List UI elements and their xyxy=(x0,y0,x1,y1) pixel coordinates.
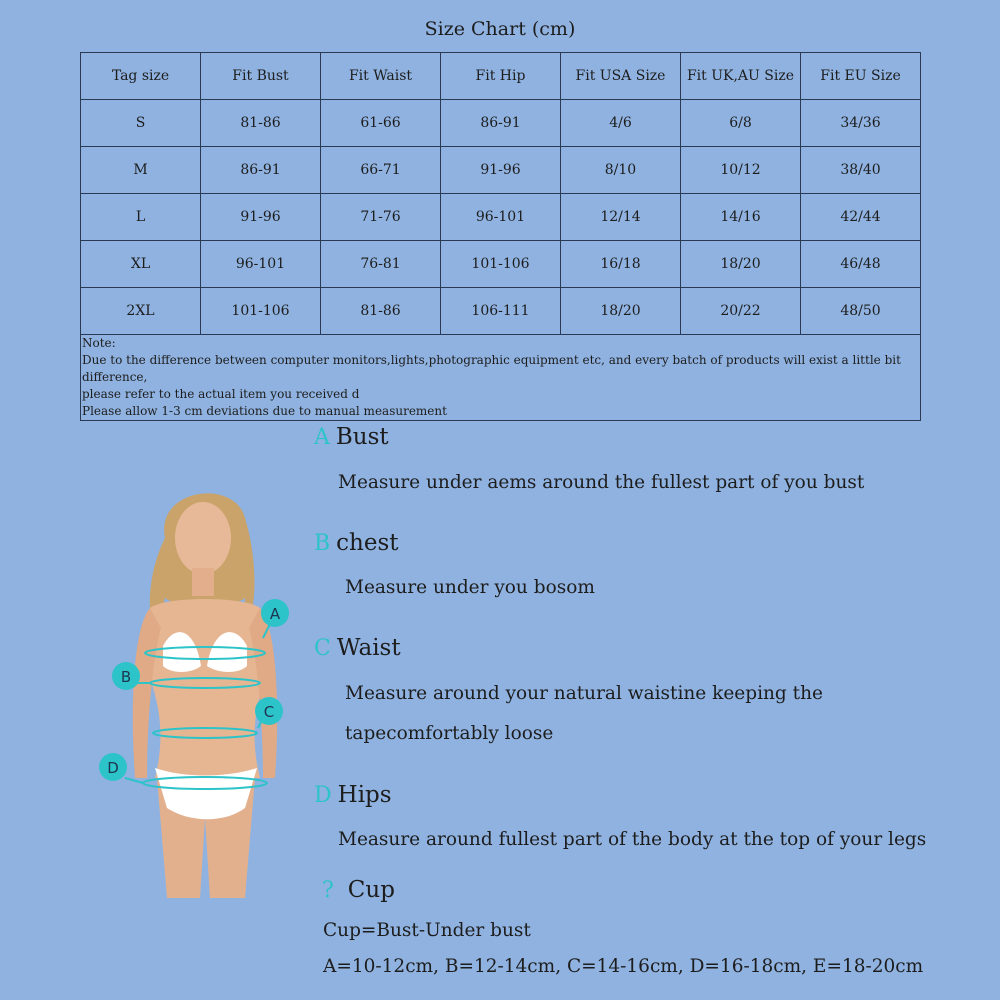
table-cell: 96-101 xyxy=(441,194,561,241)
marker-a-label: A xyxy=(269,605,281,623)
section-chest-text: Measure under you bosom xyxy=(345,577,595,598)
section-chest-name: chest xyxy=(336,530,399,556)
marker-b-label: B xyxy=(120,668,132,686)
table-cell: 101-106 xyxy=(201,288,321,335)
table-cell: 12/14 xyxy=(561,194,681,241)
table-cell: 81-86 xyxy=(201,100,321,147)
marker-d-leader xyxy=(125,778,143,783)
section-cup-letter: ? xyxy=(322,878,334,903)
table-row xyxy=(81,100,921,147)
cup-ranges: A=10-12cm, B=12-14cm, C=14-16cm, D=16-18cm, E=18-20cm xyxy=(323,956,924,977)
model-illustration xyxy=(95,478,305,898)
table-cell: 4/6 xyxy=(561,100,681,147)
section-waist-heading xyxy=(314,635,401,661)
note-line: please refer to the actual item you received d xyxy=(82,387,360,401)
header-tag-size: Tag size xyxy=(81,53,201,100)
table-cell: 18/20 xyxy=(561,288,681,335)
section-chest-heading xyxy=(314,530,399,556)
section-waist-letter: C xyxy=(314,636,331,661)
table-row xyxy=(81,194,921,241)
header-fit-hip: Fit Hip xyxy=(441,53,561,100)
section-bust-heading xyxy=(314,424,389,450)
section-hips-heading xyxy=(314,782,392,808)
marker-d-label: D xyxy=(107,759,119,777)
section-waist-text-line2: tapecomfortably loose xyxy=(345,723,554,744)
table-cell: 106-111 xyxy=(441,288,561,335)
table-cell: 66-71 xyxy=(321,147,441,194)
neck-shape xyxy=(192,568,214,596)
header-fit-bust: Fit Bust xyxy=(201,53,321,100)
table-cell: 10/12 xyxy=(681,147,801,194)
size-chart-table xyxy=(80,52,921,421)
section-hips-name: Hips xyxy=(337,782,392,808)
table-cell: S xyxy=(81,100,201,147)
table-cell: 6/8 xyxy=(681,100,801,147)
note-line: Due to the difference between computer monitors,lights,photographic equipment etc, and every batch of products will exist a little bit difference, xyxy=(82,353,901,384)
section-bust-letter: A xyxy=(314,425,330,450)
section-hips-text: Measure around fullest part of the body at the top of your legs xyxy=(338,829,927,850)
section-bust-name: Bust xyxy=(335,424,389,450)
table-cell: 16/18 xyxy=(561,241,681,288)
header-fit-uk-au: Fit UK,AU Size xyxy=(681,53,801,100)
header-fit-usa: Fit USA Size xyxy=(561,53,681,100)
table-cell: 46/48 xyxy=(801,241,921,288)
section-bust-text: Measure under aems around the fullest part of you bust xyxy=(338,472,865,493)
section-chest-letter: B xyxy=(314,531,331,556)
table-cell: 86-91 xyxy=(441,100,561,147)
marker-c-label: C xyxy=(263,703,275,721)
section-cup-heading xyxy=(322,877,395,903)
table-cell: M xyxy=(81,147,201,194)
table-header-row xyxy=(81,53,921,100)
table-cell: 20/22 xyxy=(681,288,801,335)
table-cell: 61-66 xyxy=(321,100,441,147)
table-cell: 34/36 xyxy=(801,100,921,147)
section-waist-text-line1: Measure around your natural waistine keeping the xyxy=(345,683,823,704)
table-row xyxy=(81,288,921,335)
table-cell: L xyxy=(81,194,201,241)
table-cell: 8/10 xyxy=(561,147,681,194)
table-row xyxy=(81,241,921,288)
header-fit-waist: Fit Waist xyxy=(321,53,441,100)
section-hips-letter: D xyxy=(314,783,332,808)
table-cell: 81-86 xyxy=(321,288,441,335)
model-figure xyxy=(95,478,305,898)
header-fit-eu: Fit EU Size xyxy=(801,53,921,100)
table-cell: 42/44 xyxy=(801,194,921,241)
table-cell: 48/50 xyxy=(801,288,921,335)
table-note-row xyxy=(81,335,921,421)
table-cell: XL xyxy=(81,241,201,288)
note-label: Note: xyxy=(82,336,116,350)
note-line: Please allow 1-3 cm deviations due to manual measurement xyxy=(82,404,447,418)
table-cell: 91-96 xyxy=(441,147,561,194)
table-cell: 14/16 xyxy=(681,194,801,241)
table-cell: 38/40 xyxy=(801,147,921,194)
table-cell: 76-81 xyxy=(321,241,441,288)
table-cell: 91-96 xyxy=(201,194,321,241)
table-cell: 18/20 xyxy=(681,241,801,288)
chart-title: Size Chart (cm) xyxy=(424,18,576,40)
table-cell: 71-76 xyxy=(321,194,441,241)
section-waist-name: Waist xyxy=(336,635,401,661)
table-cell: 96-101 xyxy=(201,241,321,288)
table-note xyxy=(81,335,921,421)
head-shape xyxy=(175,502,231,574)
table-cell: 2XL xyxy=(81,288,201,335)
table-row xyxy=(81,147,921,194)
section-cup-name: Cup xyxy=(347,877,395,903)
table-cell: 86-91 xyxy=(201,147,321,194)
table-cell: 101-106 xyxy=(441,241,561,288)
cup-formula: Cup=Bust-Under bust xyxy=(323,920,531,941)
